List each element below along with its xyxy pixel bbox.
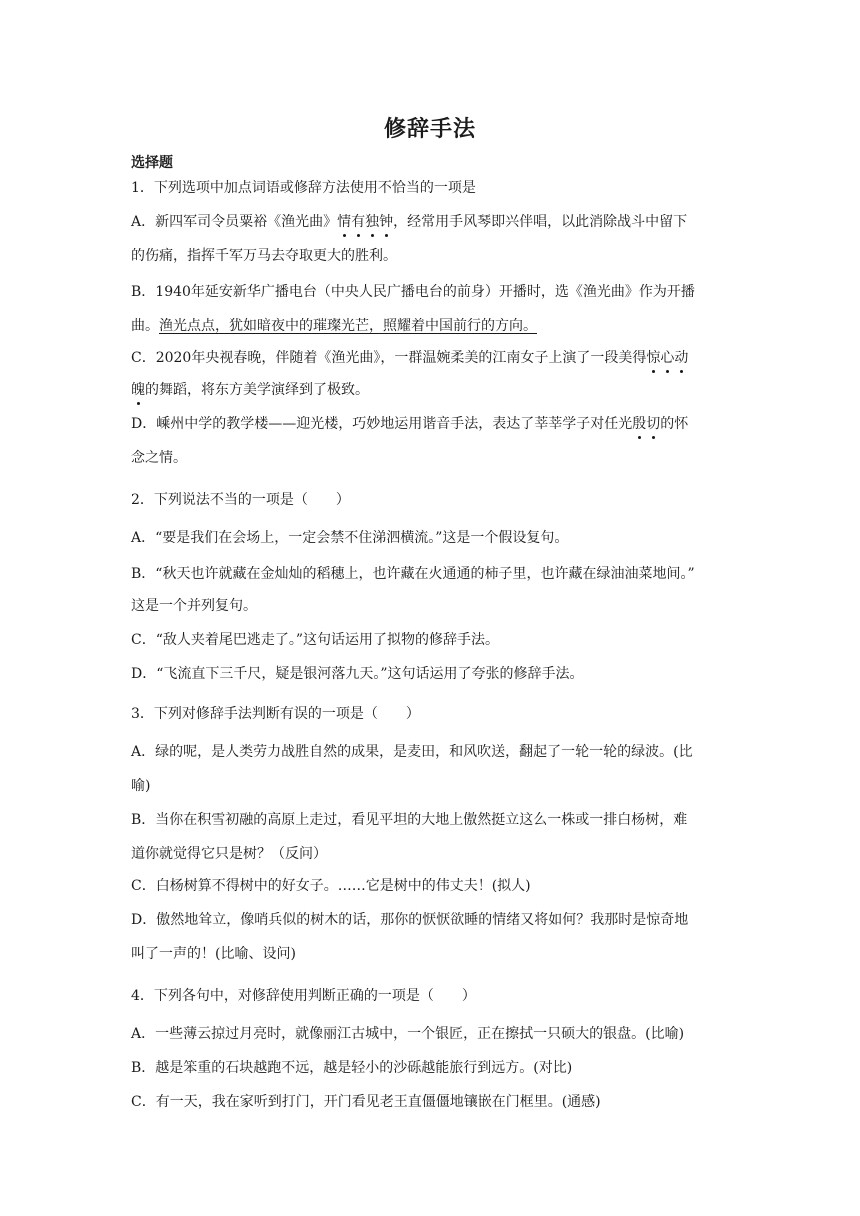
q4-option-a: A．一些薄云掠过月亮时，就像丽江古城中，一个银匠，正在擦拭一只硕大的银盘。(比喻)	[131, 1026, 685, 1042]
q1-a-text-pre: A．新四军司令员粟裕《渔光曲》	[131, 214, 338, 230]
q1-option-c-cont	[131, 380, 369, 400]
q1-d-dotted-word	[632, 416, 660, 432]
section-heading: 选择题	[131, 155, 173, 171]
q1-b-text-pre: 曲。	[131, 318, 159, 334]
q2-stem: 2．下列说法不当的一项是（ ）	[131, 492, 350, 508]
q1-d-text-pre: D．嵊州中学的教学楼——迎光楼，巧妙地运用谐音手法，表达了莘莘学子对任光	[131, 416, 633, 432]
q2-option-b-cont: 这是一个并列复句。	[131, 598, 257, 614]
q1-c-dotted-word-2	[131, 382, 145, 398]
q1-option-d	[131, 414, 688, 434]
emphasis-dot-char: 殷	[632, 416, 647, 432]
emphasis-dot-char: 独	[365, 214, 380, 230]
q1-option-a	[131, 212, 687, 232]
q4-option-c: C．有一天，我在家听到打门，开门看见老王直僵僵地镶嵌在门框里。(通感)	[131, 1094, 601, 1110]
q3-option-d: D．傲然地耸立，像哨兵似的树木的话，那你的恹恹欲睡的情绪又将如何？我那时是惊奇地	[131, 912, 689, 928]
q2-option-a: A．“要是我们在会场上，一定会禁不住涕泗横流。”这是一个假设复句。	[131, 530, 569, 546]
q3-option-a: A．绿的呢，是人类劳力战胜自然的成果，是麦田，和风吹送，翻起了一轮一轮的绿波。(比	[131, 744, 693, 760]
q4-stem: 4．下列各句中，对修辞使用判断正确的一项是（ ）	[131, 988, 476, 1004]
q1-a-dotted-word	[337, 214, 393, 230]
q1-option-a-cont: 的伤痛，指挥千军万马去夺取更大的胜利。	[131, 248, 397, 264]
emphasis-dot-char: 心	[660, 350, 675, 366]
q1-option-c	[131, 348, 688, 368]
q1-c-text-post: 的舞蹈，将东方美学演绎到了极致。	[145, 382, 369, 398]
emphasis-dot-char: 魄	[131, 382, 145, 398]
emphasis-dot-char: 动	[674, 350, 689, 366]
emphasis-dot-char: 情	[337, 214, 352, 230]
q1-stem: 1．下列选项中加点词语或修辞方法使用不恰当的一项是	[131, 180, 476, 196]
q1-d-text-post: 的怀	[660, 416, 689, 432]
q1-b-underlined-sentence: 渔光点点，犹如暗夜中的璀璨光芒，照耀着中国前行的方向。	[159, 318, 537, 334]
q1-option-b: B．1940年延安新华广播电台（中央人民广播电台的前身）开播时，选《渔光曲》作为开播	[131, 284, 695, 300]
q1-a-text-post: ，经常用手风琴即兴伴唱，以此消除战斗中留下	[393, 214, 688, 230]
q3-option-d-cont: 叫了一声的！(比喻、设问)	[131, 946, 296, 962]
emphasis-dot-char: 有	[351, 214, 366, 230]
q1-c-text-pre: C．2020年央视春晚，伴随着《渔光曲》，一群温婉柔美的江南女子上演了一段美得	[131, 350, 647, 366]
q1-option-d-cont: 念之情。	[131, 450, 187, 466]
q3-option-a-cont: 喻)	[131, 778, 151, 794]
q2-option-d: D．“飞流直下三千尺，疑是银河落九天。”这句话运用了夸张的修辞手法。	[131, 666, 584, 682]
q3-option-b: B．当你在积雪初融的高原上走过，看见平坦的大地上傲然挺立这么一株或一排白杨树，难	[131, 812, 688, 828]
emphasis-dot-char: 钟	[379, 214, 394, 230]
page-title: 修辞手法	[383, 117, 476, 142]
q1-option-b-cont	[131, 316, 537, 336]
q3-option-c: C．白杨树算不得树中的好女子。……它是树中的伟丈夫！(拟人)	[131, 878, 531, 894]
q3-stem: 3．下列对修辞手法判断有误的一项是（ ）	[131, 706, 420, 722]
emphasis-dot-char: 惊	[646, 350, 661, 366]
q1-c-dotted-word-1	[646, 350, 688, 366]
q3-option-b-cont: 道你就觉得它只是树？（反问）	[131, 846, 327, 862]
q2-option-c: C．“敌人夹着尾巴逃走了。”这句话运用了拟物的修辞手法。	[131, 632, 500, 648]
q4-option-b: B．越是笨重的石块越跑不远，越是轻小的沙砾越能旅行到远方。(对比)	[131, 1060, 573, 1076]
q2-option-b: B．“秋天也许就藏在金灿灿的稻穗上，也许藏在火通通的柿子里，也许藏在绿油油菜地间。”	[131, 566, 695, 582]
emphasis-dot-char: 切	[646, 416, 661, 432]
